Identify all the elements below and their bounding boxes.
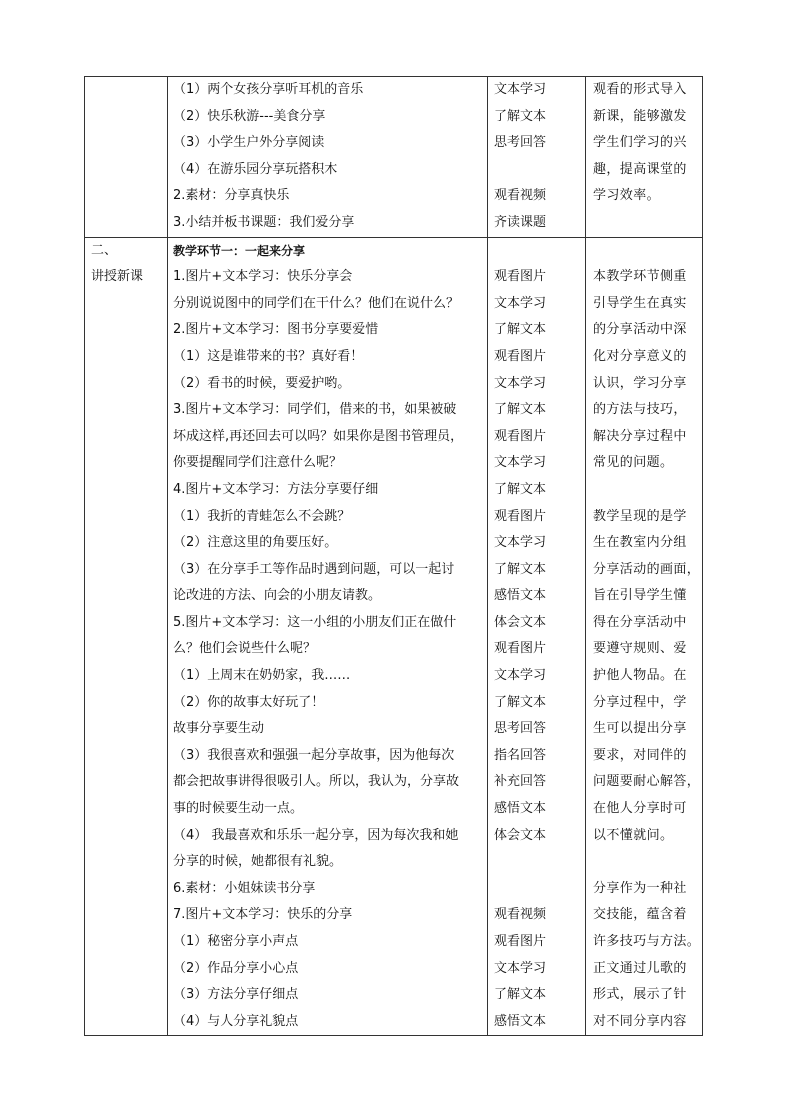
intent-cell [586,237,703,1036]
intent-line: 分享过程中，学 [593,694,687,710]
content-line: 5.图片+文本学习：这一小组的小朋友们正在做什 [173,614,457,630]
intent-line: 学生们学习的兴 [593,135,687,151]
content-line: 3.图片+文本学习：同学们，借来的书，如果被破 [173,402,457,418]
method-line: 感悟文本 [494,588,547,604]
method-line: 观看图片 [494,428,547,444]
method-line: 体会文本 [494,614,547,630]
content-line: 坏成这样,再还回去可以吗？如果你是图书管理员， [173,428,464,444]
content-line: （2）注意这里的角要压好。 [173,535,338,551]
content-line: （1）我折的青蛙怎么不会跳？ [173,508,351,524]
intent-line: 引导学生在真实 [593,295,687,311]
method-line: 文本学习 [494,295,547,311]
intent-line: 许多技巧与方法。 [593,934,701,949]
content-line: 事的时候要生动一点。 [173,801,304,817]
content-line: （3）在分享手工等作品时遇到问题，可以一起讨 [173,561,455,577]
content-line: （4）在游乐园分享玩搭积木 [173,161,338,177]
content-line: 分别说说图中的同学们在干什么？他们在说什么？ [173,295,460,311]
method-line: 观看图片 [494,348,547,364]
content-line: 2.素材：分享真快乐 [173,188,290,204]
method-line: 观看图片 [494,508,547,524]
intent-line: 旨在引导学生懂 [593,588,687,604]
content-line: （2）你的故事太好玩了！ [173,694,325,710]
content-line: 论改进的方法、向会的小朋友请教。 [173,588,382,604]
method-line: 指名回答 [494,747,547,763]
content-line: 都会把故事讲得很吸引人。所以，我认为，分享故 [173,774,460,790]
intent-line: 得在分享活动中 [593,614,687,630]
intent-line: 形式，展示了针 [593,987,687,1003]
method-line: 齐读课题 [494,214,547,230]
intent-line: 新课，能够激发 [593,108,687,124]
section-heading: 教学环节一：一起来分享 [173,243,306,258]
method-line: 文本学习 [494,535,547,551]
intent-line: 在他人分享时可 [593,801,687,817]
intent-line: 教学呈现的是学 [593,508,687,524]
method-line: 文本学习 [494,82,547,97]
content-cell [168,237,488,1036]
content-line: （3）小学生户外分享阅读 [173,135,325,151]
method-line: 了解文本 [494,322,547,338]
method-line: 了解文本 [494,481,547,497]
intent-line: 本教学环节侧重 [593,269,687,285]
content-line: （1）上周末在奶奶家，我…… [173,668,351,684]
intent-line: 认识，学习分享 [593,375,687,391]
content-line: （3）方法分享仔细点 [173,987,299,1003]
intent-line: 要遵守规则、爱 [593,641,687,657]
section-title-cell [85,237,168,1036]
method-line: 感悟文本 [494,1013,547,1029]
section-title-line: 二、 [91,242,118,258]
intent-line: 解决分享过程中 [593,428,687,444]
intent-line: 分享作为一种社 [593,880,687,896]
intent-line: 的分享活动中深 [593,322,687,338]
method-line: 体会文本 [494,827,547,843]
table-row-teaching [85,237,703,1036]
method-line: 观看图片 [494,269,547,285]
intent-line: 生可以提出分享 [593,721,687,737]
content-line: （3）我很喜欢和强强一起分享故事，因为他每次 [173,747,455,763]
content-line: （1）这是谁带来的书？真好看！ [173,348,364,364]
intent-line: 生在教室内分组 [593,535,687,551]
method-line: 补充回答 [494,774,547,790]
content-line: 3.小结并板书课题：我们爱分享 [173,214,355,230]
method-line: 观看图片 [494,934,547,949]
section-title-cell [85,77,168,238]
method-cell [488,77,586,238]
method-line: 了解文本 [494,987,547,1003]
method-line: 思考回答 [494,721,547,737]
content-line: 故事分享要生动 [173,721,265,737]
method-line: 文本学习 [494,455,547,471]
method-line: 观看视频 [494,188,547,204]
method-line: 了解文本 [494,694,547,710]
method-line: 观看图片 [494,641,547,657]
intent-line: 常见的问题。 [593,455,674,471]
lesson-plan-table [84,76,703,1036]
intent-line: 对不同分享内容 [593,1013,687,1029]
content-line: 分享的时候，她都很有礼貌。 [173,854,343,870]
method-cell [488,237,586,1036]
table-row-intro [85,77,703,238]
intent-line: 正文通过儿歌的 [593,960,687,976]
method-line: 了解文本 [494,108,547,124]
content-line: 4.图片+文本学习：方法分享要仔细 [173,481,379,497]
intent-line: 问题要耐心解答， [593,774,701,790]
intent-line: 分享活动的画面， [593,561,701,577]
content-line: （2）看书的时候，要爱护哟。 [173,375,351,391]
intent-line: 趣，提高课堂的 [593,161,687,177]
intent-line: 观看的形式导入 [593,82,687,97]
content-line: 1.图片+文本学习：快乐分享会 [173,269,353,285]
content-line: （1）秘密分享小声点 [173,934,299,949]
content-line: （2）快乐秋游---美食分享 [173,108,326,124]
content-line: （4） 我最喜欢和乐乐一起分享，因为每次我和她 [173,827,459,843]
method-line: 观看视频 [494,907,547,923]
method-line: 文本学习 [494,960,547,976]
content-line: 7.图片+文本学习：快乐的分享 [173,907,353,923]
intent-line: 化对分享意义的 [593,348,687,364]
content-line: 么？他们会说些什么呢？ [173,641,317,657]
intent-line: 要求，对同伴的 [593,747,687,763]
method-line: 思考回答 [494,135,547,151]
content-cell [168,77,488,238]
section-title-line: 讲授新课 [91,269,144,285]
content-line: （1）两个女孩分享听耳机的音乐 [173,82,364,97]
method-line: 文本学习 [494,668,547,684]
method-line: 了解文本 [494,402,547,418]
content-line: （2）作品分享小心点 [173,960,299,976]
intent-line: 的方法与技巧， [593,402,687,418]
method-line: 感悟文本 [494,801,547,817]
intent-line: 护他人物品。在 [593,668,687,684]
content-line: 你要提醒同学们注意什么呢？ [173,455,343,471]
method-line: 了解文本 [494,561,547,577]
intent-line: 以不懂就问。 [593,827,674,843]
content-line: （4）与人分享礼貌点 [173,1013,299,1029]
method-line: 文本学习 [494,375,547,391]
intent-cell [586,77,703,238]
intent-line: 交技能，蕴含着 [593,907,687,923]
content-line: 6.素材：小姐妹读书分享 [173,880,316,896]
intent-line: 学习效率。 [593,188,661,204]
content-line: 2.图片+文本学习：图书分享要爱惜 [173,322,379,338]
